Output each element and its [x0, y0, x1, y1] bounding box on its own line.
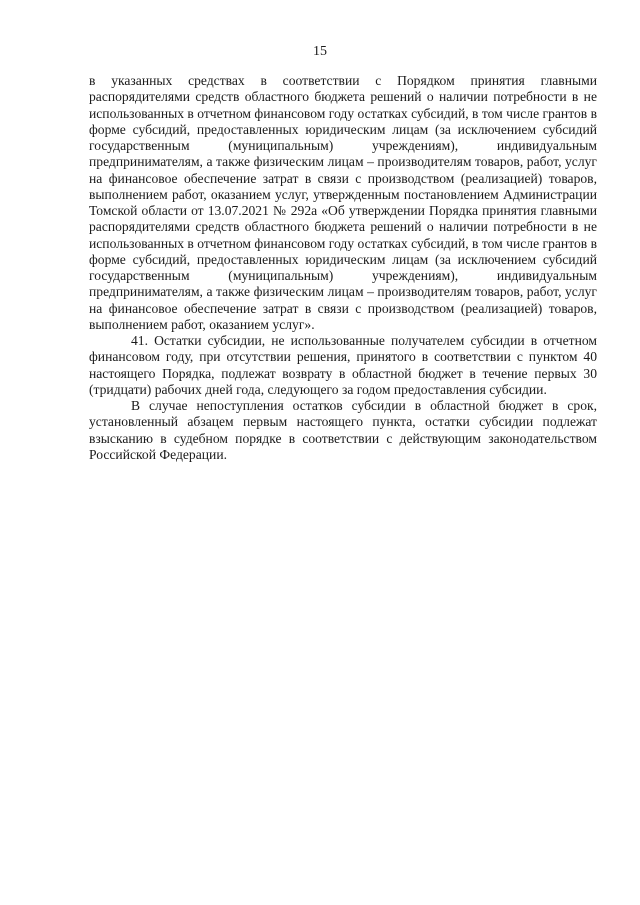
paragraph-continuation: в указанных средствах в соответствии с Порядком принятия главными распорядителями средств областного бюджета решений о наличии потребности в не использованных в отчетном финансовом году остатках субсидий, в том числе грантов в форме субсидий, предоставленных юридическим лицам (за исключением субсидий государственным (муниципальным) учреждениям), индивидуальным предпринимателям, а также физическим лицам – производителям товаров, работ, услуг на финансовое обеспечение затрат в связи с производством (реализацией) товаров, выполнением работ, оказанием услуг, утвержденным постановлением Администрации Томской области от 13.07.2021 № 292а «Об утверждении Порядка принятия главными распорядителями средств областного бюджета решений о наличии потребности в не использованных в отчетном финансовом году остатках субсидий, в том числе грантов в форме субсидий, предоставленных юридическим лицам (за исключением субсидий государственным (муниципальным) учреждениям), индивидуальным предпринимателям, а также физическим лицам – производителям товаров, работ, услуг на финансовое обеспечение затрат в связи с производством (реализацией) товаров, выполнением работ, оказанием услуг».: [89, 73, 597, 332]
document-body: [89, 73, 597, 463]
paragraph-item-41: 41. Остатки субсидии, не использованные получателем субсидии в отчетном финансовом году, при отсутствии решения, принятого в соответствии с пунктом 40 настоящего Порядка, подлежат возврату в областной бюджет в течение первых 30 (тридцати) рабочих дней года, следующего за годом предоставления субсидии.: [89, 333, 597, 397]
page-number: 15: [313, 44, 327, 59]
paragraph-non-receipt: В случае непоступления остатков субсидии в областной бюджет в срок, установленный абзацем первым настоящего пункта, остатки субсидии подлежат взысканию в судебном порядке в соответствии с действующим законодательством Российской Федерации.: [89, 398, 597, 462]
